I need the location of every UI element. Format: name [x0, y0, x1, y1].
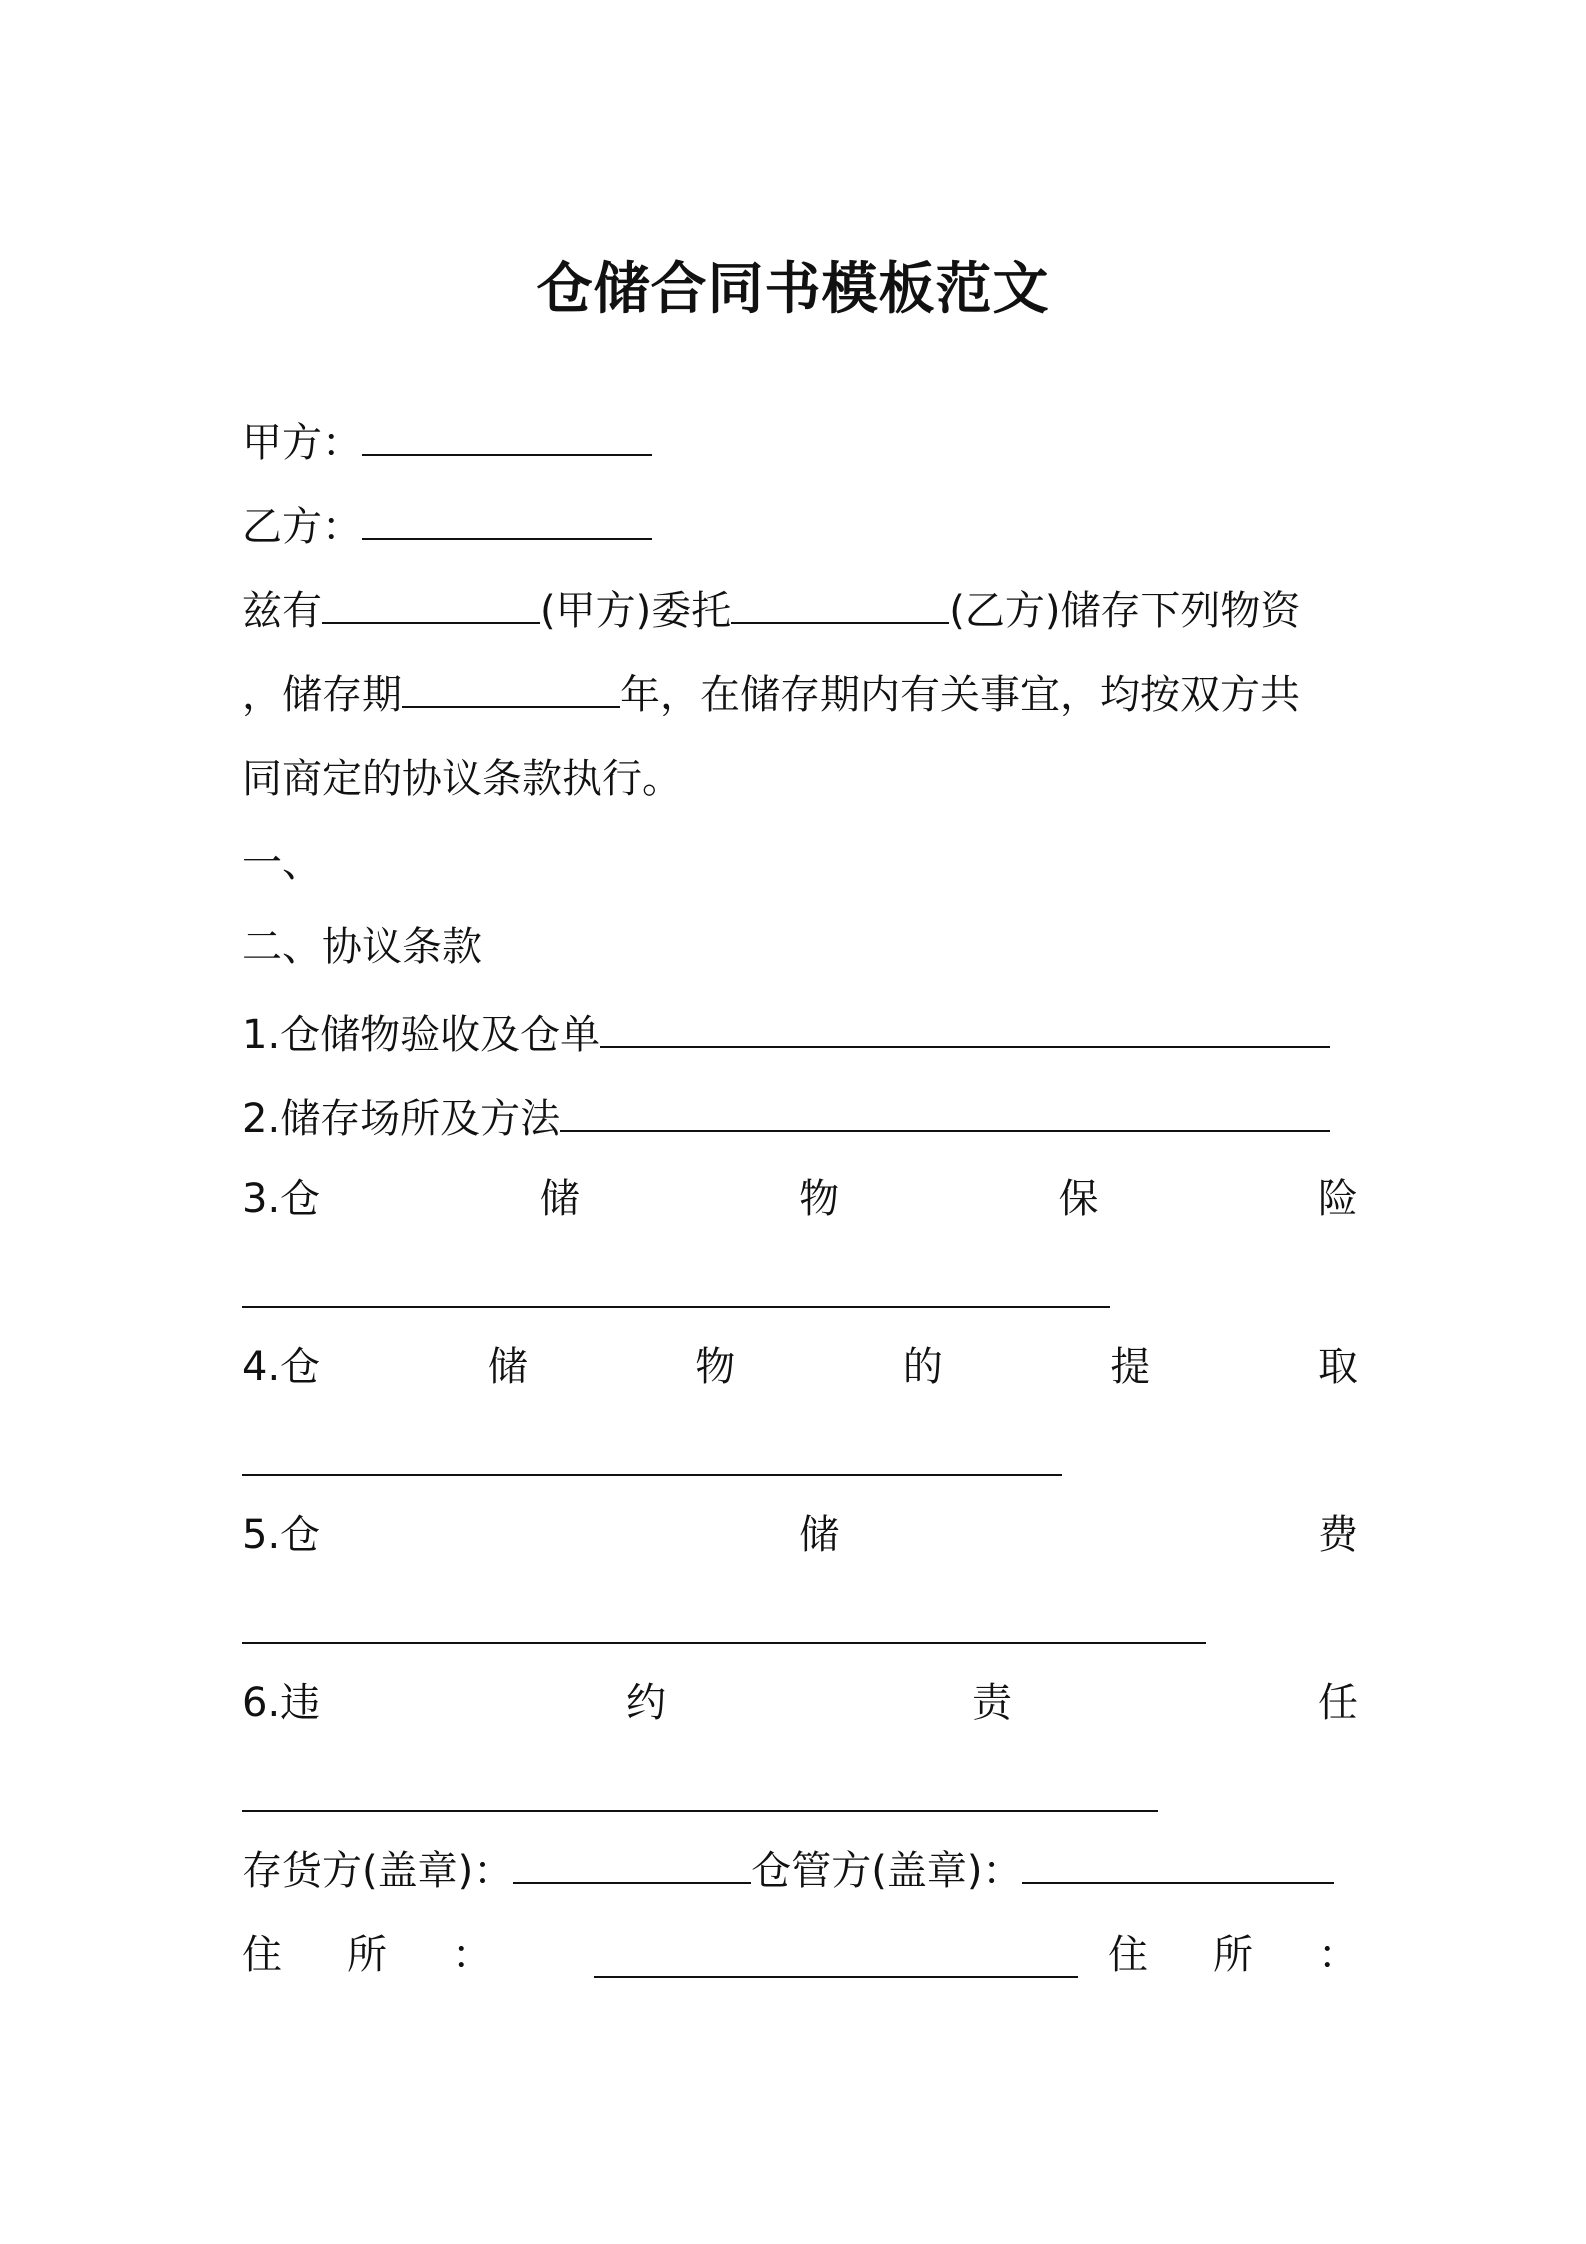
- clause-4-part: 储: [487, 1344, 528, 1390]
- clause-3-part: 3.仓: [242, 1176, 321, 1222]
- clause-5-part: 费: [1317, 1512, 1358, 1558]
- clause-5-line: [242, 1500, 1358, 1570]
- intro-text-5: 年，在储存期内有关事宜，均按双方共: [620, 672, 1300, 718]
- clause-4-part: 物: [695, 1344, 736, 1390]
- party-b-blank[interactable]: [362, 494, 652, 540]
- party-b-line: [242, 492, 1358, 562]
- clause-1-blank[interactable]: [600, 1002, 1330, 1048]
- address-line: [242, 1920, 1358, 1990]
- intro-text-2: (甲方)委托: [540, 588, 732, 634]
- party-a-blank[interactable]: [362, 410, 652, 456]
- clause-3-line: [242, 1164, 1358, 1234]
- address-left-label: [242, 1920, 492, 1990]
- intro-text-4: ，储存期: [242, 672, 402, 718]
- clause-6-blank[interactable]: [242, 1810, 1158, 1812]
- intro-line-2: [242, 660, 1358, 730]
- intro-text-3: (乙方)储存下列物资: [949, 588, 1301, 634]
- signature-line: [242, 1836, 1358, 1906]
- section-one-heading: [242, 828, 1358, 898]
- address-right-char: ：: [1318, 1932, 1358, 1978]
- clause-2-blank[interactable]: [560, 1086, 1330, 1132]
- clause-2-label: 2.储存场所及方法: [242, 1096, 561, 1142]
- clause-4-part: 4.仓: [242, 1344, 321, 1390]
- intro-line-1: [242, 576, 1358, 646]
- party-b-label: 乙方：: [242, 504, 362, 550]
- party-a-label: 甲方：: [242, 420, 362, 466]
- clause-6-part: 约: [626, 1680, 667, 1726]
- section-two-label: 二、协议条款: [242, 924, 482, 970]
- address-left-char: 所: [347, 1932, 387, 1978]
- clause-5-blank[interactable]: [242, 1642, 1206, 1644]
- clause-4-part: 取: [1317, 1344, 1358, 1390]
- warehouse-seal-label: 仓管方(盖章)：: [751, 1848, 1023, 1894]
- clause-4-blank[interactable]: [242, 1474, 1062, 1476]
- clause-3-part: 物: [799, 1176, 840, 1222]
- intro-text-6: 同商定的协议条款执行。: [242, 756, 682, 802]
- party-a-line: [242, 408, 1358, 478]
- clause-4-part: 提: [1110, 1344, 1151, 1390]
- clause-6-line: [242, 1668, 1358, 1738]
- address-right-char: 住: [1108, 1932, 1148, 1978]
- clause-3-part: 保: [1058, 1176, 1099, 1222]
- section-one-label: 一、: [242, 840, 322, 886]
- clause-3-part: 险: [1317, 1176, 1358, 1222]
- clause-6-part: 责: [972, 1680, 1013, 1726]
- clause-3-blank[interactable]: [242, 1306, 1110, 1308]
- clause-1-line: [242, 1000, 1358, 1070]
- section-two-heading: [242, 912, 1358, 982]
- clause-6-part: 任: [1317, 1680, 1358, 1726]
- intro-blank-period[interactable]: [402, 662, 620, 708]
- clause-4-line: [242, 1332, 1358, 1402]
- address-left-char: 住: [242, 1932, 282, 1978]
- intro-text-1: 兹有: [242, 588, 322, 634]
- intro-blank-party-b[interactable]: [731, 578, 949, 624]
- clause-1-label: 1.仓储物验收及仓单: [242, 1012, 601, 1058]
- depositor-seal-label: 存货方(盖章)：: [242, 1848, 514, 1894]
- document-title: 仓储合同书模板范文: [536, 257, 1050, 322]
- warehouse-seal-blank[interactable]: [1022, 1838, 1334, 1884]
- address-left-char: ：: [452, 1932, 492, 1978]
- address-left-blank[interactable]: [594, 1932, 1078, 1978]
- clause-3-part: 储: [539, 1176, 580, 1222]
- intro-line-3: [242, 744, 1358, 814]
- address-right-label: [1108, 1920, 1358, 1990]
- clause-4-part: 的: [902, 1344, 943, 1390]
- clause-5-part: 储: [799, 1512, 840, 1558]
- clause-2-line: [242, 1084, 1358, 1154]
- intro-blank-party-a[interactable]: [322, 578, 540, 624]
- clause-6-part: 6.违: [242, 1680, 321, 1726]
- address-right-char: 所: [1213, 1932, 1253, 1978]
- clause-5-part: 5.仓: [242, 1512, 321, 1558]
- depositor-seal-blank[interactable]: [513, 1838, 751, 1884]
